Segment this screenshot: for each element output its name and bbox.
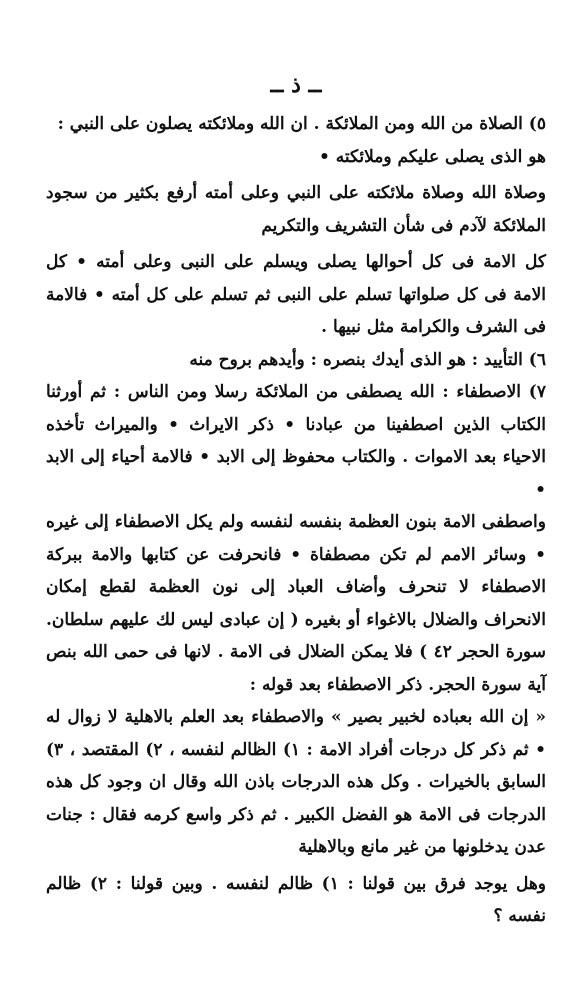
- paragraph-salat-angels: وصلاة الله وصلاة ملائكته على النبي وعلى أمته أرفع بكثير من سجود الملائكة لآدم فى شأن التشريف والتكريم: [46, 183, 546, 236]
- paragraph-taeed: ٦) التأييد : هو الذى أيدك بنصره : وأيدهم بروح منه: [189, 349, 546, 370]
- page-number: ــ ذ ــ: [270, 72, 322, 98]
- paragraph-istifa-ummah: واصطفى الامة بنون العظمة بنفسه لنفسه ولم يكل الاصطفاء إلى غيره • وسائر الامم لم تكن مصطفاة • فانحرفت عن كتابها والامة ببركة الاصطفاء لا تنحرف وأضاف العباد إلى نون العظمة لقطع إمكان الانحراف والضلال بالاغواء أو بغيره ( إن عبادى ليس لك عليهم سلطان. سورة الحجر ٤٢ ) فلا يمكن الضلال فى الامة . لانها فى حمى الله بنص آية سورة الحجر. ذكر الاصطفاء بعد قوله :: [46, 512, 546, 695]
- paragraph-istifa: ٧) الاصطفاء : الله يصطفى من الملائكة رسلا ومن الناس : ثم أورثنا الكتاب الذين اصطفينا من عبادنا • ذكر الايراث • والميراث تأخذه الاحياء بعد الاموات . والكتاب محفوظ إلى الابد • فالامة أحياء إلى الابد •: [46, 382, 546, 500]
- paragraph-ummah-greeting: كل الامة فى كل أحوالها يصلى ويسلم على النبى وعلى أمته • كل الامة فى كل صلواتها تسلم على النبى ثم تسلم على كل أمته • فالامة فى الشرف والكرامة مثل نبيها .: [46, 252, 546, 337]
- paragraph-question: وهل يوجد فرق بين قولنا : ١) ظالم لنفسه . وبين قولنا : ٢) ظالم نفسه ؟: [46, 873, 547, 926]
- document-page: [46, 62, 546, 933]
- paragraph-salat-verse: هو الذى يصلى عليكم وملائكته •: [318, 146, 546, 167]
- paragraph-ranks: « إن الله بعباده لخبير بصير » والاصطفاء بعد العلم بالاهلية لا زوال له • ثم ذكر كل درجات أفراد الامة : ١) الظالم لنفسه ، ٢) المقتصد ، ٣) السابق بالخيرات . وكل هذه الدرجات باذن الله وقال ان وجود كل هذه الدرجات فى الامة هو الفضل الكبير . ثم ذكر واسع كرمه فقال : جنات عدن يدخلونها من غير مانع وبالاهلية: [46, 707, 546, 857]
- paragraph-salat: ٥) الصلاة من الله ومن الملائكة . ان الله وملائكته يصلون على النبي :: [57, 114, 546, 134]
- page-body: [46, 108, 546, 933]
